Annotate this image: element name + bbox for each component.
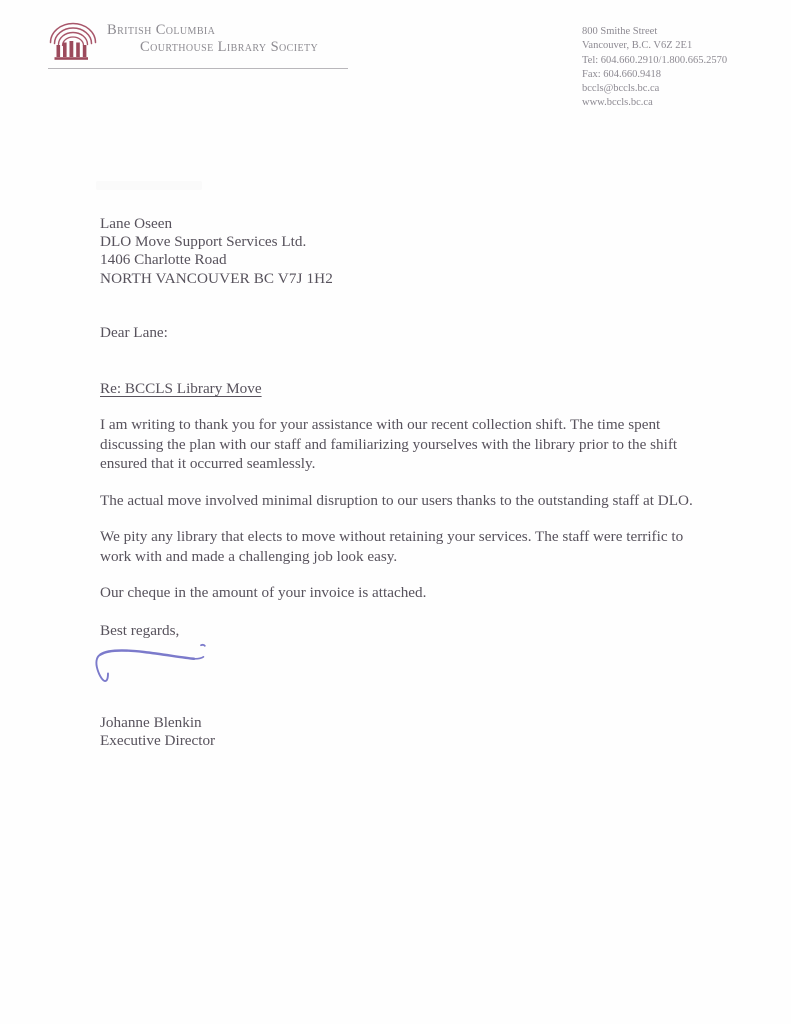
signature-block bbox=[100, 714, 215, 751]
letterhead bbox=[48, 20, 350, 62]
letterhead-divider bbox=[48, 68, 348, 69]
letter-content bbox=[100, 215, 700, 640]
recipient-name: Lane Oseen bbox=[100, 215, 173, 232]
body-paragraph-2: The actual move involved minimal disruption to our users thanks to the outstanding staff at DLO. bbox=[100, 491, 693, 509]
salutation: Dear Lane: bbox=[100, 323, 168, 341]
return-address-fax: Fax: 604.660.9418 bbox=[582, 68, 662, 80]
letterhead-line-1: British Columbia bbox=[107, 22, 216, 38]
signer-title: Executive Director bbox=[100, 732, 216, 750]
scan-artifact bbox=[96, 181, 202, 190]
signer-name: Johanne Blenkin bbox=[100, 714, 202, 731]
body-paragraph-3: We pity any library that elects to move without retaining your services. The staff were terrific to work with and made a challenging job look easy. bbox=[100, 528, 684, 565]
body-paragraph-4: Our cheque in the amount of your invoice is attached. bbox=[100, 584, 427, 602]
letterhead-line-2: Courthouse Library Society bbox=[140, 39, 319, 56]
body-paragraph-1: I am writing to thank you for your assistance with our recent collection shift. The time spent discussing the plan with our staff and familiarizing yourselves with the library prior to the shift ensured that it occurred seamlessly. bbox=[100, 416, 678, 473]
recipient-street: 1406 Charlotte Road bbox=[100, 251, 227, 269]
return-address-tel: Tel: 604.660.2910/1.800.665.2570 bbox=[582, 54, 728, 66]
recipient-address-block bbox=[100, 215, 700, 288]
subject-line: Re: BCCLS Library Move bbox=[100, 380, 262, 398]
return-address-block bbox=[582, 25, 727, 111]
recipient-city-line: NORTH VANCOUVER BC V7J 1H2 bbox=[100, 269, 333, 287]
return-address-street: 800 Smithe Street bbox=[582, 26, 658, 37]
subject-line-wrapper bbox=[100, 361, 700, 398]
return-address-email: bccls@bccls.bc.ca bbox=[582, 83, 660, 95]
courthouse-arch-columns-logo-icon bbox=[48, 20, 98, 62]
handwritten-signature-icon bbox=[88, 636, 218, 692]
letterhead-org-name bbox=[107, 20, 318, 56]
recipient-company: DLO Move Support Services Ltd. bbox=[100, 233, 307, 251]
return-address-city: Vancouver, B.C. V6Z 2E1 bbox=[582, 40, 693, 52]
closing-line: Best regards, bbox=[100, 621, 180, 639]
return-address-website: www.bccls.bc.ca bbox=[582, 97, 653, 109]
